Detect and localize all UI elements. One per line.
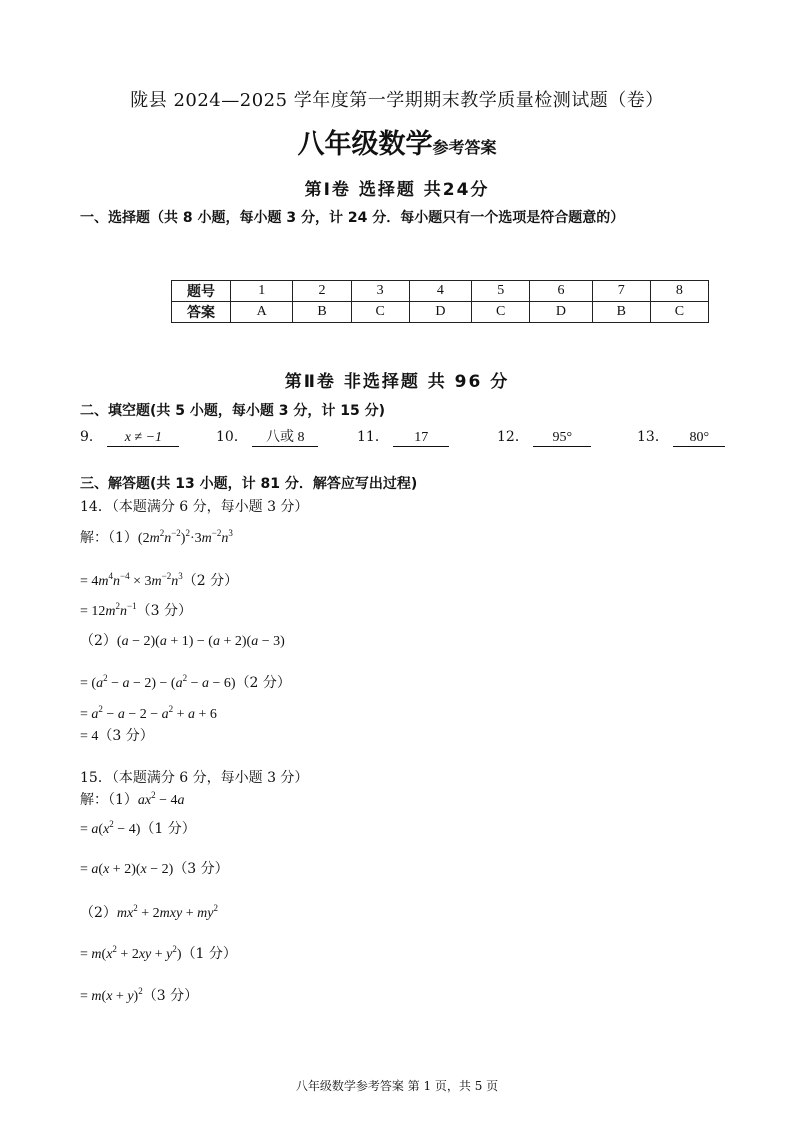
answer-table bbox=[171, 280, 709, 323]
table-row bbox=[172, 302, 709, 323]
points-label: （3 分） bbox=[136, 603, 192, 619]
main-title-text: 八年级数学 bbox=[297, 129, 433, 160]
table-cell: A bbox=[231, 302, 293, 323]
table-cell: C bbox=[351, 302, 409, 323]
fill-number: 10． bbox=[216, 429, 248, 445]
table-cell: 5 bbox=[472, 281, 530, 302]
fill-item-9 bbox=[80, 426, 179, 447]
fill-heading: 二、填空题(共 5 小题，每小题 3 分，计 15 分) bbox=[80, 403, 386, 419]
solution-prefix: （2） bbox=[80, 905, 117, 921]
fill-number: 9． bbox=[80, 429, 103, 445]
fill-number: 12． bbox=[497, 429, 529, 445]
table-cell: 6 bbox=[530, 281, 592, 302]
solve-heading: 三、解答题(共 13 小题，计 81 分．解答应写出过程) bbox=[80, 476, 418, 492]
q15-line3 bbox=[80, 858, 229, 878]
table-cell: B bbox=[592, 302, 650, 323]
math-expression: = $a^2 - a - 2 - a^2 + a + 6$ bbox=[80, 704, 217, 722]
table-cell: 3 bbox=[351, 281, 409, 302]
q15-line4 bbox=[80, 902, 218, 922]
math-expression: $(2m^2n^{-2})^2\cdot 3m^{-2}n^3$ bbox=[137, 528, 233, 546]
math-expression: = $m(x + y)^2$ bbox=[80, 986, 143, 1004]
math-expression: = a(x + 2)(x − 2) bbox=[80, 862, 174, 877]
math-expression: = $m(x^2 + 2xy + y^2)$ bbox=[80, 944, 182, 962]
math-expression: = $(a^2 - a - 2) - (a^2 - a - 6)$ bbox=[80, 673, 236, 691]
exam-title: 陇县 2024—2025 学年度第一学期期末教学质量检测试题（卷） bbox=[130, 90, 664, 111]
math-expression: = $4m^4n^{-4} \times 3m^{-2}n^3$ bbox=[80, 571, 183, 589]
table-cell: 8 bbox=[650, 281, 708, 302]
q14-line7 bbox=[80, 725, 154, 745]
table-cell: C bbox=[472, 302, 530, 323]
math-expression: = $12m^2n^{-1}$ bbox=[80, 601, 137, 619]
q15-line2 bbox=[80, 818, 196, 838]
points-label: （2 分） bbox=[182, 573, 239, 589]
math-expression: = 4 bbox=[80, 729, 99, 744]
fill-item-12 bbox=[497, 426, 591, 447]
fill-answer: 95° bbox=[533, 430, 591, 447]
q14-line3 bbox=[80, 600, 192, 620]
q14-title: 14．（本题满分 6 分，每小题 3 分） bbox=[80, 499, 309, 515]
q15-line6 bbox=[80, 985, 198, 1005]
fill-answer: 17 bbox=[393, 430, 449, 447]
table-cell: D bbox=[530, 302, 592, 323]
table-cell: 2 bbox=[293, 281, 351, 302]
fill-item-11 bbox=[357, 426, 449, 447]
part2-heading: 第Ⅱ卷 非选择题 共 96 分 bbox=[284, 372, 510, 392]
q15-title: 15．（本题满分 6 分，每小题 3 分） bbox=[80, 770, 309, 786]
main-title-suffix: 参考答案 bbox=[432, 138, 497, 157]
q14-line6 bbox=[80, 706, 217, 723]
points-label: （1 分） bbox=[140, 821, 196, 837]
table-cell: D bbox=[409, 302, 471, 323]
fill-item-13 bbox=[637, 426, 725, 447]
q14-line4 bbox=[80, 630, 285, 650]
part1-instruction: 一、选择题（共 8 小题，每小题 3 分，计 24 分．每小题只有一个选项是符合题意的） bbox=[80, 210, 625, 226]
table-row bbox=[172, 281, 709, 302]
q14-line2 bbox=[80, 570, 238, 590]
main-title bbox=[0, 122, 794, 161]
points-label: （3 分） bbox=[173, 861, 229, 877]
table-cell: 1 bbox=[231, 281, 293, 302]
solution-prefix: 解：（1） bbox=[80, 792, 138, 808]
fill-answer: x ≠ −1 bbox=[107, 430, 179, 447]
math-expression: $ax^2 - 4a$ bbox=[137, 790, 185, 808]
q15-line5 bbox=[80, 943, 237, 963]
table-cell: B bbox=[293, 302, 351, 323]
table-header-cell: 题号 bbox=[172, 281, 231, 302]
q14-line5 bbox=[80, 672, 291, 692]
points-label: （1 分） bbox=[181, 946, 237, 962]
table-header-cell: 答案 bbox=[172, 302, 231, 323]
math-expression: (a − 2)(a + 1) − (a + 2)(a − 3) bbox=[116, 634, 285, 649]
q14-line1 bbox=[80, 527, 233, 547]
points-label: （3 分） bbox=[142, 988, 199, 1004]
math-expression: $mx^2 + 2mxy + my^2$ bbox=[116, 903, 218, 921]
math-expression: = $a(x^2 - 4)$ bbox=[80, 819, 141, 837]
fill-answer: 八或 8 bbox=[252, 430, 318, 447]
solution-prefix: （2） bbox=[80, 633, 117, 649]
fill-number: 13． bbox=[637, 429, 669, 445]
table-cell: 7 bbox=[592, 281, 650, 302]
fill-number: 11． bbox=[357, 429, 389, 445]
fill-item-10 bbox=[216, 426, 318, 447]
part1-heading: 第Ⅰ卷 选择题 共24分 bbox=[304, 180, 490, 200]
page-footer: 八年级数学参考答案 第 1 页，共 5 页 bbox=[295, 1079, 499, 1093]
table-cell: C bbox=[650, 302, 708, 323]
points-label: （3 分） bbox=[98, 728, 154, 744]
points-label: （2 分） bbox=[235, 675, 291, 691]
table-cell: 4 bbox=[409, 281, 471, 302]
fill-answer: 80° bbox=[673, 430, 725, 447]
q15-line1 bbox=[80, 789, 185, 809]
solution-prefix: 解：（1） bbox=[80, 530, 138, 546]
